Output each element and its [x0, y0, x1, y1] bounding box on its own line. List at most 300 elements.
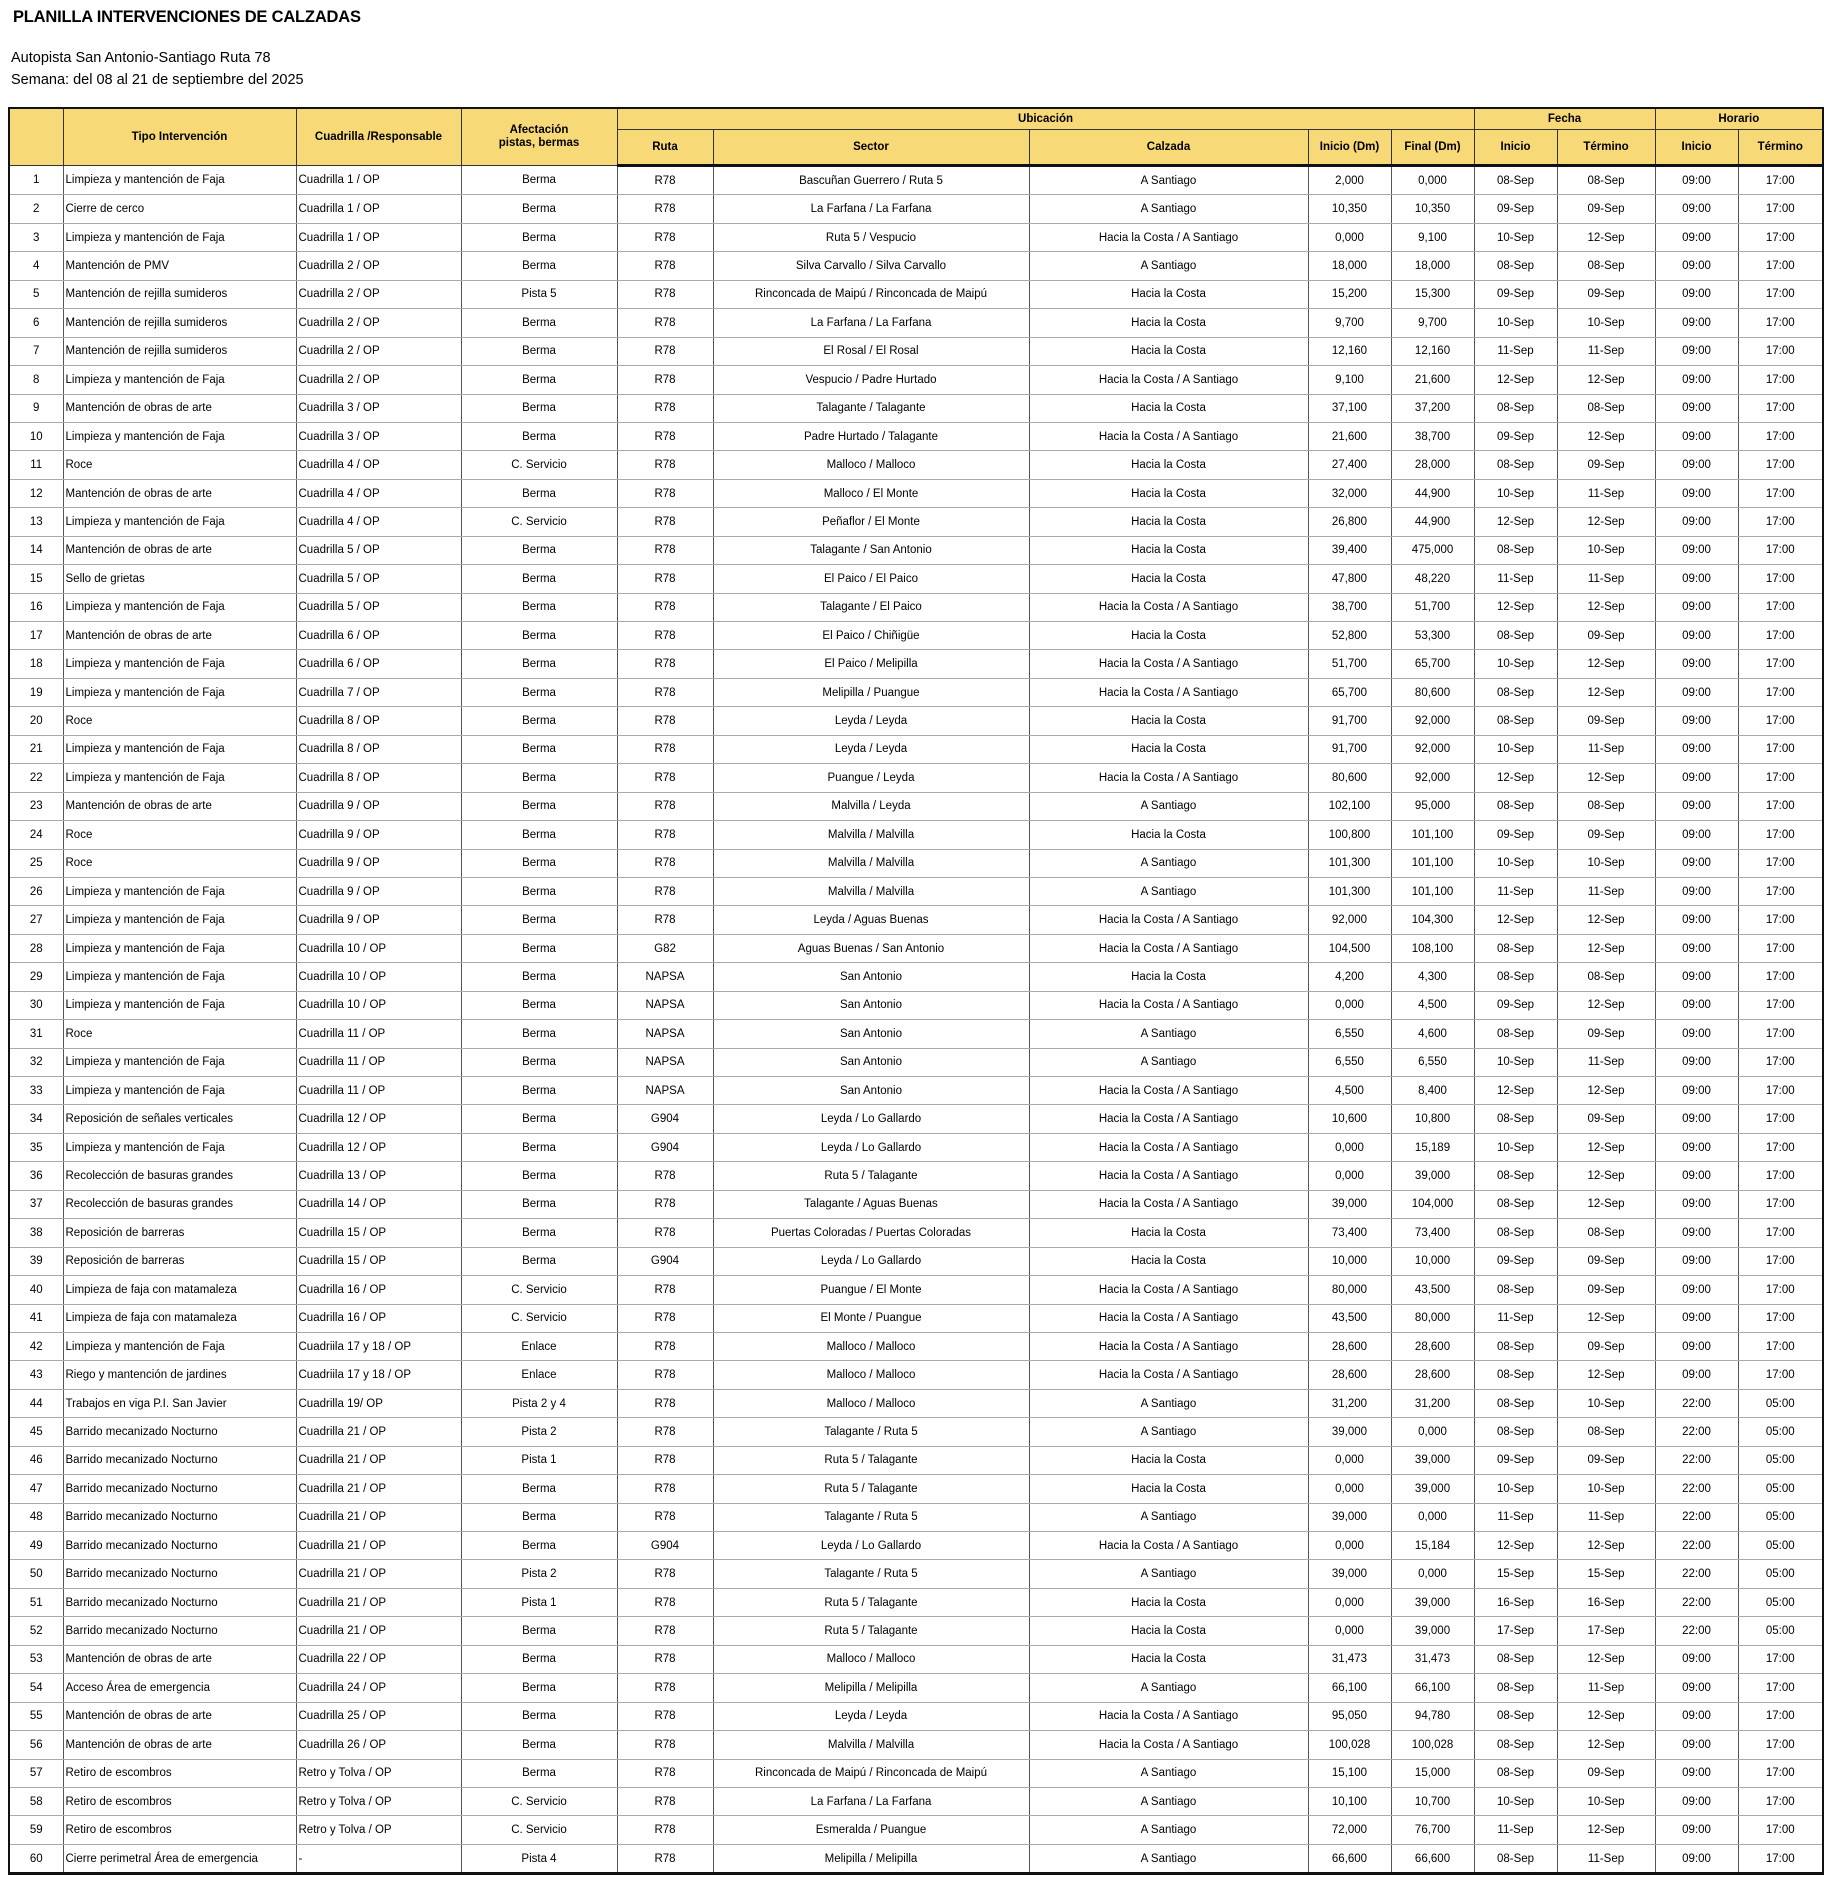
cell-number: 27	[9, 906, 63, 934]
cell-afectacion: C. Servicio	[461, 1816, 617, 1844]
cell-horario-termino: 17:00	[1738, 536, 1823, 564]
cell-fecha-inicio: 08-Sep	[1474, 934, 1557, 962]
cell-tipo: Mantención de obras de arte	[63, 1645, 296, 1673]
cell-tipo: Barrido mecanizado Nocturno	[63, 1588, 296, 1616]
cell-final-dm: 48,220	[1391, 565, 1474, 593]
cell-calzada: A Santiago	[1029, 1418, 1308, 1446]
cell-fecha-termino: 09-Sep	[1557, 1247, 1655, 1275]
cell-fecha-termino: 11-Sep	[1557, 877, 1655, 905]
cell-ruta: R78	[617, 479, 713, 507]
table-row	[9, 1077, 1823, 1105]
week-range: Semana: del 08 al 21 de septiembre del 2025	[11, 72, 304, 88]
cell-cuadrilla: Cuadrilla 2 / OP	[296, 337, 461, 365]
cell-number: 2	[9, 195, 63, 223]
cell-fecha-termino: 11-Sep	[1557, 1048, 1655, 1076]
cell-afectacion: Pista 4	[461, 1844, 617, 1873]
table-row	[9, 1645, 1823, 1673]
cell-sector: Talagante / Aguas Buenas	[713, 1190, 1029, 1218]
cell-fecha-inicio: 09-Sep	[1474, 821, 1557, 849]
cell-cuadrilla: Cuadrilla 8 / OP	[296, 764, 461, 792]
cell-tipo: Recolección de basuras grandes	[63, 1162, 296, 1190]
cell-ruta: G904	[617, 1105, 713, 1133]
cell-final-dm: 15,300	[1391, 280, 1474, 308]
cell-tipo: Limpieza y mantención de Faja	[63, 735, 296, 763]
cell-cuadrilla: Cuadrilla 14 / OP	[296, 1190, 461, 1218]
cell-fecha-inicio: 09-Sep	[1474, 991, 1557, 1019]
cell-sector: Malloco / El Monte	[713, 479, 1029, 507]
cell-cuadrilla: Cuadrilla 9 / OP	[296, 849, 461, 877]
cell-inicio-dm: 0,000	[1308, 1588, 1391, 1616]
cell-inicio-dm: 27,400	[1308, 451, 1391, 479]
cell-horario-inicio: 09:00	[1655, 1645, 1738, 1673]
cell-horario-termino: 17:00	[1738, 1787, 1823, 1815]
cell-afectacion: Berma	[461, 821, 617, 849]
cell-horario-termino: 17:00	[1738, 366, 1823, 394]
cell-calzada: Hacia la Costa / A Santiago	[1029, 1105, 1308, 1133]
header-ruta: Ruta	[617, 130, 713, 166]
cell-horario-inicio: 09:00	[1655, 1219, 1738, 1247]
cell-cuadrilla: Cuadrilla 21 / OP	[296, 1560, 461, 1588]
cell-horario-termino: 17:00	[1738, 252, 1823, 280]
cell-ruta: NAPSA	[617, 1048, 713, 1076]
cell-inicio-dm: 52,800	[1308, 622, 1391, 650]
cell-cuadrilla: Cuadrilla 2 / OP	[296, 280, 461, 308]
table-row	[9, 1048, 1823, 1076]
cell-afectacion: Enlace	[461, 1361, 617, 1389]
cell-horario-inicio: 09:00	[1655, 934, 1738, 962]
cell-sector: Malloco / Malloco	[713, 1389, 1029, 1417]
table-row	[9, 223, 1823, 251]
table-row	[9, 1361, 1823, 1389]
cell-horario-inicio: 09:00	[1655, 906, 1738, 934]
cell-horario-inicio: 09:00	[1655, 1332, 1738, 1360]
cell-horario-termino: 17:00	[1738, 1105, 1823, 1133]
table-row	[9, 252, 1823, 280]
cell-tipo: Roce	[63, 1020, 296, 1048]
cell-horario-inicio: 09:00	[1655, 309, 1738, 337]
cell-ruta: R78	[617, 1276, 713, 1304]
cell-final-dm: 101,100	[1391, 849, 1474, 877]
cell-final-dm: 43,500	[1391, 1276, 1474, 1304]
table-row	[9, 1389, 1823, 1417]
cell-inicio-dm: 9,700	[1308, 309, 1391, 337]
cell-inicio-dm: 18,000	[1308, 252, 1391, 280]
cell-final-dm: 10,700	[1391, 1787, 1474, 1815]
cell-final-dm: 92,000	[1391, 764, 1474, 792]
cell-afectacion: Berma	[461, 337, 617, 365]
cell-final-dm: 15,000	[1391, 1759, 1474, 1787]
cell-tipo: Limpieza de faja con matamaleza	[63, 1276, 296, 1304]
cell-fecha-termino: 12-Sep	[1557, 678, 1655, 706]
cell-fecha-inicio: 15-Sep	[1474, 1560, 1557, 1588]
cell-afectacion: Berma	[461, 906, 617, 934]
cell-inicio-dm: 101,300	[1308, 877, 1391, 905]
cell-fecha-termino: 11-Sep	[1557, 1674, 1655, 1702]
cell-horario-inicio: 09:00	[1655, 792, 1738, 820]
cell-inicio-dm: 104,500	[1308, 934, 1391, 962]
cell-inicio-dm: 0,000	[1308, 1617, 1391, 1645]
cell-final-dm: 104,300	[1391, 906, 1474, 934]
cell-tipo: Reposición de señales verticales	[63, 1105, 296, 1133]
cell-afectacion: Berma	[461, 1105, 617, 1133]
cell-number: 22	[9, 764, 63, 792]
cell-ruta: R78	[617, 1162, 713, 1190]
cell-cuadrilla: Cuadrilla 16 / OP	[296, 1276, 461, 1304]
cell-horario-termino: 05:00	[1738, 1617, 1823, 1645]
cell-fecha-inicio: 09-Sep	[1474, 1247, 1557, 1275]
cell-ruta: R78	[617, 252, 713, 280]
cell-horario-termino: 17:00	[1738, 1645, 1823, 1673]
table-row	[9, 1532, 1823, 1560]
cell-ruta: R78	[617, 565, 713, 593]
header-tipo: Tipo Intervención	[63, 108, 296, 166]
cell-number: 16	[9, 593, 63, 621]
cell-horario-inicio: 09:00	[1655, 1077, 1738, 1105]
cell-fecha-termino: 11-Sep	[1557, 1503, 1655, 1531]
cell-fecha-termino: 12-Sep	[1557, 1645, 1655, 1673]
table-row	[9, 735, 1823, 763]
cell-inicio-dm: 91,700	[1308, 707, 1391, 735]
cell-calzada: Hacia la Costa	[1029, 394, 1308, 422]
cell-inicio-dm: 38,700	[1308, 593, 1391, 621]
cell-fecha-termino: 16-Sep	[1557, 1588, 1655, 1616]
table-row	[9, 678, 1823, 706]
table-row	[9, 1759, 1823, 1787]
cell-horario-termino: 17:00	[1738, 1702, 1823, 1730]
cell-sector: Ruta 5 / Talagante	[713, 1475, 1029, 1503]
cell-fecha-termino: 12-Sep	[1557, 1304, 1655, 1332]
cell-horario-termino: 17:00	[1738, 479, 1823, 507]
cell-ruta: R78	[617, 1702, 713, 1730]
cell-ruta: R78	[617, 1418, 713, 1446]
cell-sector: Puertas Coloradas / Puertas Coloradas	[713, 1219, 1029, 1247]
cell-fecha-inicio: 09-Sep	[1474, 422, 1557, 450]
cell-ruta: R78	[617, 849, 713, 877]
cell-tipo: Mantención de obras de arte	[63, 394, 296, 422]
cell-sector: Melipilla / Puangue	[713, 678, 1029, 706]
cell-sector: Bascuñan Guerrero / Ruta 5	[713, 166, 1029, 195]
cell-ruta: R78	[617, 280, 713, 308]
cell-final-dm: 21,600	[1391, 366, 1474, 394]
cell-inicio-dm: 80,000	[1308, 1276, 1391, 1304]
cell-afectacion: Berma	[461, 792, 617, 820]
cell-fecha-termino: 09-Sep	[1557, 1759, 1655, 1787]
cell-fecha-termino: 10-Sep	[1557, 309, 1655, 337]
cell-horario-termino: 17:00	[1738, 678, 1823, 706]
cell-fecha-termino: 12-Sep	[1557, 593, 1655, 621]
cell-number: 39	[9, 1247, 63, 1275]
cell-ruta: G904	[617, 1247, 713, 1275]
cell-tipo: Barrido mecanizado Nocturno	[63, 1617, 296, 1645]
cell-horario-inicio: 09:00	[1655, 1304, 1738, 1332]
cell-sector: Rinconcada de Maipú / Rinconcada de Maipú	[713, 1759, 1029, 1787]
cell-ruta: R78	[617, 593, 713, 621]
cell-horario-inicio: 09:00	[1655, 1731, 1738, 1759]
cell-fecha-termino: 09-Sep	[1557, 451, 1655, 479]
cell-ruta: R78	[617, 821, 713, 849]
cell-calzada: Hacia la Costa / A Santiago	[1029, 1162, 1308, 1190]
cell-afectacion: Pista 2 y 4	[461, 1389, 617, 1417]
cell-calzada: Hacia la Costa / A Santiago	[1029, 934, 1308, 962]
cell-number: 5	[9, 280, 63, 308]
cell-afectacion: C. Servicio	[461, 1276, 617, 1304]
cell-horario-inicio: 09:00	[1655, 1816, 1738, 1844]
cell-horario-termino: 17:00	[1738, 792, 1823, 820]
cell-calzada: A Santiago	[1029, 849, 1308, 877]
cell-sector: Malloco / Malloco	[713, 1361, 1029, 1389]
cell-number: 24	[9, 821, 63, 849]
table-row	[9, 280, 1823, 308]
cell-afectacion: C. Servicio	[461, 508, 617, 536]
cell-final-dm: 76,700	[1391, 1816, 1474, 1844]
cell-inicio-dm: 6,550	[1308, 1048, 1391, 1076]
cell-calzada: Hacia la Costa	[1029, 451, 1308, 479]
cell-horario-termino: 05:00	[1738, 1503, 1823, 1531]
cell-afectacion: Berma	[461, 877, 617, 905]
cell-final-dm: 44,900	[1391, 479, 1474, 507]
table-row	[9, 1674, 1823, 1702]
cell-ruta: R78	[617, 1588, 713, 1616]
cell-fecha-inicio: 11-Sep	[1474, 1816, 1557, 1844]
cell-calzada: Hacia la Costa / A Santiago	[1029, 906, 1308, 934]
cell-calzada: Hacia la Costa / A Santiago	[1029, 1133, 1308, 1161]
header-horario: Horario	[1655, 108, 1823, 130]
header-fecha: Fecha	[1474, 108, 1655, 130]
cell-ruta: R78	[617, 1645, 713, 1673]
cell-calzada: A Santiago	[1029, 1787, 1308, 1815]
cell-horario-inicio: 09:00	[1655, 650, 1738, 678]
table-row	[9, 422, 1823, 450]
cell-afectacion: Berma	[461, 536, 617, 564]
cell-number: 30	[9, 991, 63, 1019]
header-final-dm: Final (Dm)	[1391, 130, 1474, 166]
cell-cuadrilla: Retro y Tolva / OP	[296, 1816, 461, 1844]
cell-sector: Leyda / Leyda	[713, 707, 1029, 735]
cell-final-dm: 4,500	[1391, 991, 1474, 1019]
cell-horario-termino: 17:00	[1738, 1731, 1823, 1759]
cell-fecha-termino: 11-Sep	[1557, 479, 1655, 507]
cell-fecha-termino: 12-Sep	[1557, 1133, 1655, 1161]
cell-fecha-inicio: 10-Sep	[1474, 1787, 1557, 1815]
cell-number: 48	[9, 1503, 63, 1531]
cell-inicio-dm: 73,400	[1308, 1219, 1391, 1247]
cell-afectacion: Berma	[461, 1503, 617, 1531]
cell-ruta: R78	[617, 451, 713, 479]
header-afectacion	[461, 108, 617, 166]
table-row	[9, 1020, 1823, 1048]
cell-fecha-termino: 12-Sep	[1557, 906, 1655, 934]
cell-fecha-termino: 11-Sep	[1557, 337, 1655, 365]
cell-tipo: Limpieza y mantención de Faja	[63, 593, 296, 621]
cell-cuadrilla: Cuadrilla 16 / OP	[296, 1304, 461, 1332]
cell-inicio-dm: 0,000	[1308, 991, 1391, 1019]
cell-horario-termino: 17:00	[1738, 1674, 1823, 1702]
cell-fecha-inicio: 08-Sep	[1474, 1759, 1557, 1787]
cell-calzada: Hacia la Costa	[1029, 1475, 1308, 1503]
cell-cuadrilla: Cuadrilla 13 / OP	[296, 1162, 461, 1190]
cell-final-dm: 66,600	[1391, 1844, 1474, 1873]
cell-afectacion: Berma	[461, 1247, 617, 1275]
cell-horario-termino: 17:00	[1738, 1276, 1823, 1304]
cell-final-dm: 12,160	[1391, 337, 1474, 365]
cell-afectacion: Berma	[461, 1190, 617, 1218]
cell-calzada: Hacia la Costa	[1029, 280, 1308, 308]
table-row	[9, 1702, 1823, 1730]
cell-horario-termino: 17:00	[1738, 735, 1823, 763]
cell-cuadrilla: Cuadrilla 12 / OP	[296, 1133, 461, 1161]
cell-afectacion: Berma	[461, 565, 617, 593]
cell-fecha-termino: 12-Sep	[1557, 1361, 1655, 1389]
cell-sector: Puangue / El Monte	[713, 1276, 1029, 1304]
cell-sector: Ruta 5 / Talagante	[713, 1588, 1029, 1616]
cell-afectacion: Berma	[461, 991, 617, 1019]
cell-ruta: R78	[617, 1190, 713, 1218]
cell-cuadrilla: Cuadrilla 26 / OP	[296, 1731, 461, 1759]
cell-cuadrilla: Cuadrilla 6 / OP	[296, 650, 461, 678]
cell-horario-inicio: 22:00	[1655, 1532, 1738, 1560]
cell-horario-termino: 17:00	[1738, 394, 1823, 422]
cell-ruta: R78	[617, 1787, 713, 1815]
cell-afectacion: Berma	[461, 934, 617, 962]
cell-horario-termino: 17:00	[1738, 1190, 1823, 1218]
cell-cuadrilla: Cuadrilla 2 / OP	[296, 309, 461, 337]
table-row	[9, 1332, 1823, 1360]
cell-afectacion: Berma	[461, 1645, 617, 1673]
table-row	[9, 1276, 1823, 1304]
cell-horario-inicio: 22:00	[1655, 1503, 1738, 1531]
cell-cuadrilla: Cuadriila 17 y 18 / OP	[296, 1361, 461, 1389]
cell-fecha-termino: 09-Sep	[1557, 821, 1655, 849]
cell-inicio-dm: 39,000	[1308, 1418, 1391, 1446]
header-sector: Sector	[713, 130, 1029, 166]
cell-sector: Talagante / Ruta 5	[713, 1418, 1029, 1446]
cell-sector: Leyda / Lo Gallardo	[713, 1532, 1029, 1560]
table-row	[9, 764, 1823, 792]
cell-inicio-dm: 0,000	[1308, 1475, 1391, 1503]
cell-cuadrilla: Cuadrilla 11 / OP	[296, 1077, 461, 1105]
table-row	[9, 1247, 1823, 1275]
cell-ruta: R78	[617, 1361, 713, 1389]
cell-calzada: Hacia la Costa / A Santiago	[1029, 650, 1308, 678]
cell-fecha-termino: 12-Sep	[1557, 764, 1655, 792]
cell-horario-inicio: 09:00	[1655, 1048, 1738, 1076]
cell-fecha-inicio: 09-Sep	[1474, 280, 1557, 308]
cell-sector: Esmeralda / Puangue	[713, 1816, 1029, 1844]
cell-calzada: Hacia la Costa	[1029, 1645, 1308, 1673]
cell-fecha-inicio: 12-Sep	[1474, 764, 1557, 792]
cell-ruta: R78	[617, 906, 713, 934]
cell-calzada: Hacia la Costa	[1029, 821, 1308, 849]
cell-tipo: Limpieza y mantención de Faja	[63, 1048, 296, 1076]
cell-inicio-dm: 51,700	[1308, 650, 1391, 678]
cell-sector: Melipilla / Melipilla	[713, 1844, 1029, 1873]
cell-calzada: A Santiago	[1029, 166, 1308, 195]
cell-calzada: Hacia la Costa / A Santiago	[1029, 1276, 1308, 1304]
cell-final-dm: 39,000	[1391, 1446, 1474, 1474]
header-cuadrilla: Cuadrilla /Responsable	[296, 108, 461, 166]
cell-ruta: R78	[617, 366, 713, 394]
cell-fecha-termino: 08-Sep	[1557, 394, 1655, 422]
cell-horario-termino: 17:00	[1738, 821, 1823, 849]
cell-fecha-inicio: 08-Sep	[1474, 1276, 1557, 1304]
cell-number: 50	[9, 1560, 63, 1588]
cell-fecha-inicio: 10-Sep	[1474, 223, 1557, 251]
cell-inicio-dm: 10,100	[1308, 1787, 1391, 1815]
cell-number: 6	[9, 309, 63, 337]
cell-number: 14	[9, 536, 63, 564]
cell-fecha-termino: 08-Sep	[1557, 792, 1655, 820]
cell-tipo: Limpieza y mantención de Faja	[63, 963, 296, 991]
cell-inicio-dm: 10,600	[1308, 1105, 1391, 1133]
cell-sector: Leyda / Lo Gallardo	[713, 1105, 1029, 1133]
cell-fecha-termino: 08-Sep	[1557, 166, 1655, 195]
table-row	[9, 1304, 1823, 1332]
table-row	[9, 366, 1823, 394]
table-row	[9, 309, 1823, 337]
cell-cuadrilla: Cuadrilla 9 / OP	[296, 906, 461, 934]
cell-final-dm: 53,300	[1391, 622, 1474, 650]
cell-afectacion: Berma	[461, 593, 617, 621]
cell-sector: Leyda / Lo Gallardo	[713, 1247, 1029, 1275]
cell-calzada: A Santiago	[1029, 1560, 1308, 1588]
cell-fecha-termino: 09-Sep	[1557, 1276, 1655, 1304]
cell-fecha-inicio: 12-Sep	[1474, 1077, 1557, 1105]
cell-number: 32	[9, 1048, 63, 1076]
cell-ruta: R78	[617, 735, 713, 763]
table-row	[9, 1503, 1823, 1531]
cell-number: 41	[9, 1304, 63, 1332]
cell-tipo: Mantención de rejilla sumideros	[63, 280, 296, 308]
cell-inicio-dm: 0,000	[1308, 1133, 1391, 1161]
cell-inicio-dm: 32,000	[1308, 479, 1391, 507]
cell-horario-termino: 17:00	[1738, 508, 1823, 536]
cell-fecha-inicio: 08-Sep	[1474, 1190, 1557, 1218]
cell-horario-inicio: 09:00	[1655, 963, 1738, 991]
cell-afectacion: Berma	[461, 252, 617, 280]
cell-number: 10	[9, 422, 63, 450]
cell-fecha-inicio: 08-Sep	[1474, 1219, 1557, 1247]
table-row	[9, 1446, 1823, 1474]
cell-fecha-inicio: 11-Sep	[1474, 1503, 1557, 1531]
cell-sector: Ruta 5 / Talagante	[713, 1162, 1029, 1190]
cell-fecha-inicio: 08-Sep	[1474, 792, 1557, 820]
cell-horario-inicio: 09:00	[1655, 1702, 1738, 1730]
cell-horario-inicio: 09:00	[1655, 337, 1738, 365]
table-row	[9, 337, 1823, 365]
cell-cuadrilla: Cuadrilla 19/ OP	[296, 1389, 461, 1417]
cell-cuadrilla: Cuadrilla 8 / OP	[296, 707, 461, 735]
cell-ruta: R78	[617, 1759, 713, 1787]
cell-afectacion: Berma	[461, 1020, 617, 1048]
interventions-table	[8, 107, 1824, 1875]
cell-number: 45	[9, 1418, 63, 1446]
cell-tipo: Barrido mecanizado Nocturno	[63, 1560, 296, 1588]
cell-horario-termino: 05:00	[1738, 1446, 1823, 1474]
cell-horario-termino: 17:00	[1738, 565, 1823, 593]
cell-tipo: Reposición de barreras	[63, 1219, 296, 1247]
cell-ruta: NAPSA	[617, 991, 713, 1019]
cell-final-dm: 0,000	[1391, 1503, 1474, 1531]
cell-final-dm: 94,780	[1391, 1702, 1474, 1730]
cell-fecha-termino: 12-Sep	[1557, 508, 1655, 536]
cell-tipo: Limpieza y mantención de Faja	[63, 366, 296, 394]
cell-inicio-dm: 39,000	[1308, 1190, 1391, 1218]
cell-tipo: Limpieza y mantención de Faja	[63, 223, 296, 251]
cell-inicio-dm: 6,550	[1308, 1020, 1391, 1048]
cell-tipo: Barrido mecanizado Nocturno	[63, 1418, 296, 1446]
cell-final-dm: 0,000	[1391, 1418, 1474, 1446]
cell-afectacion: Berma	[461, 422, 617, 450]
